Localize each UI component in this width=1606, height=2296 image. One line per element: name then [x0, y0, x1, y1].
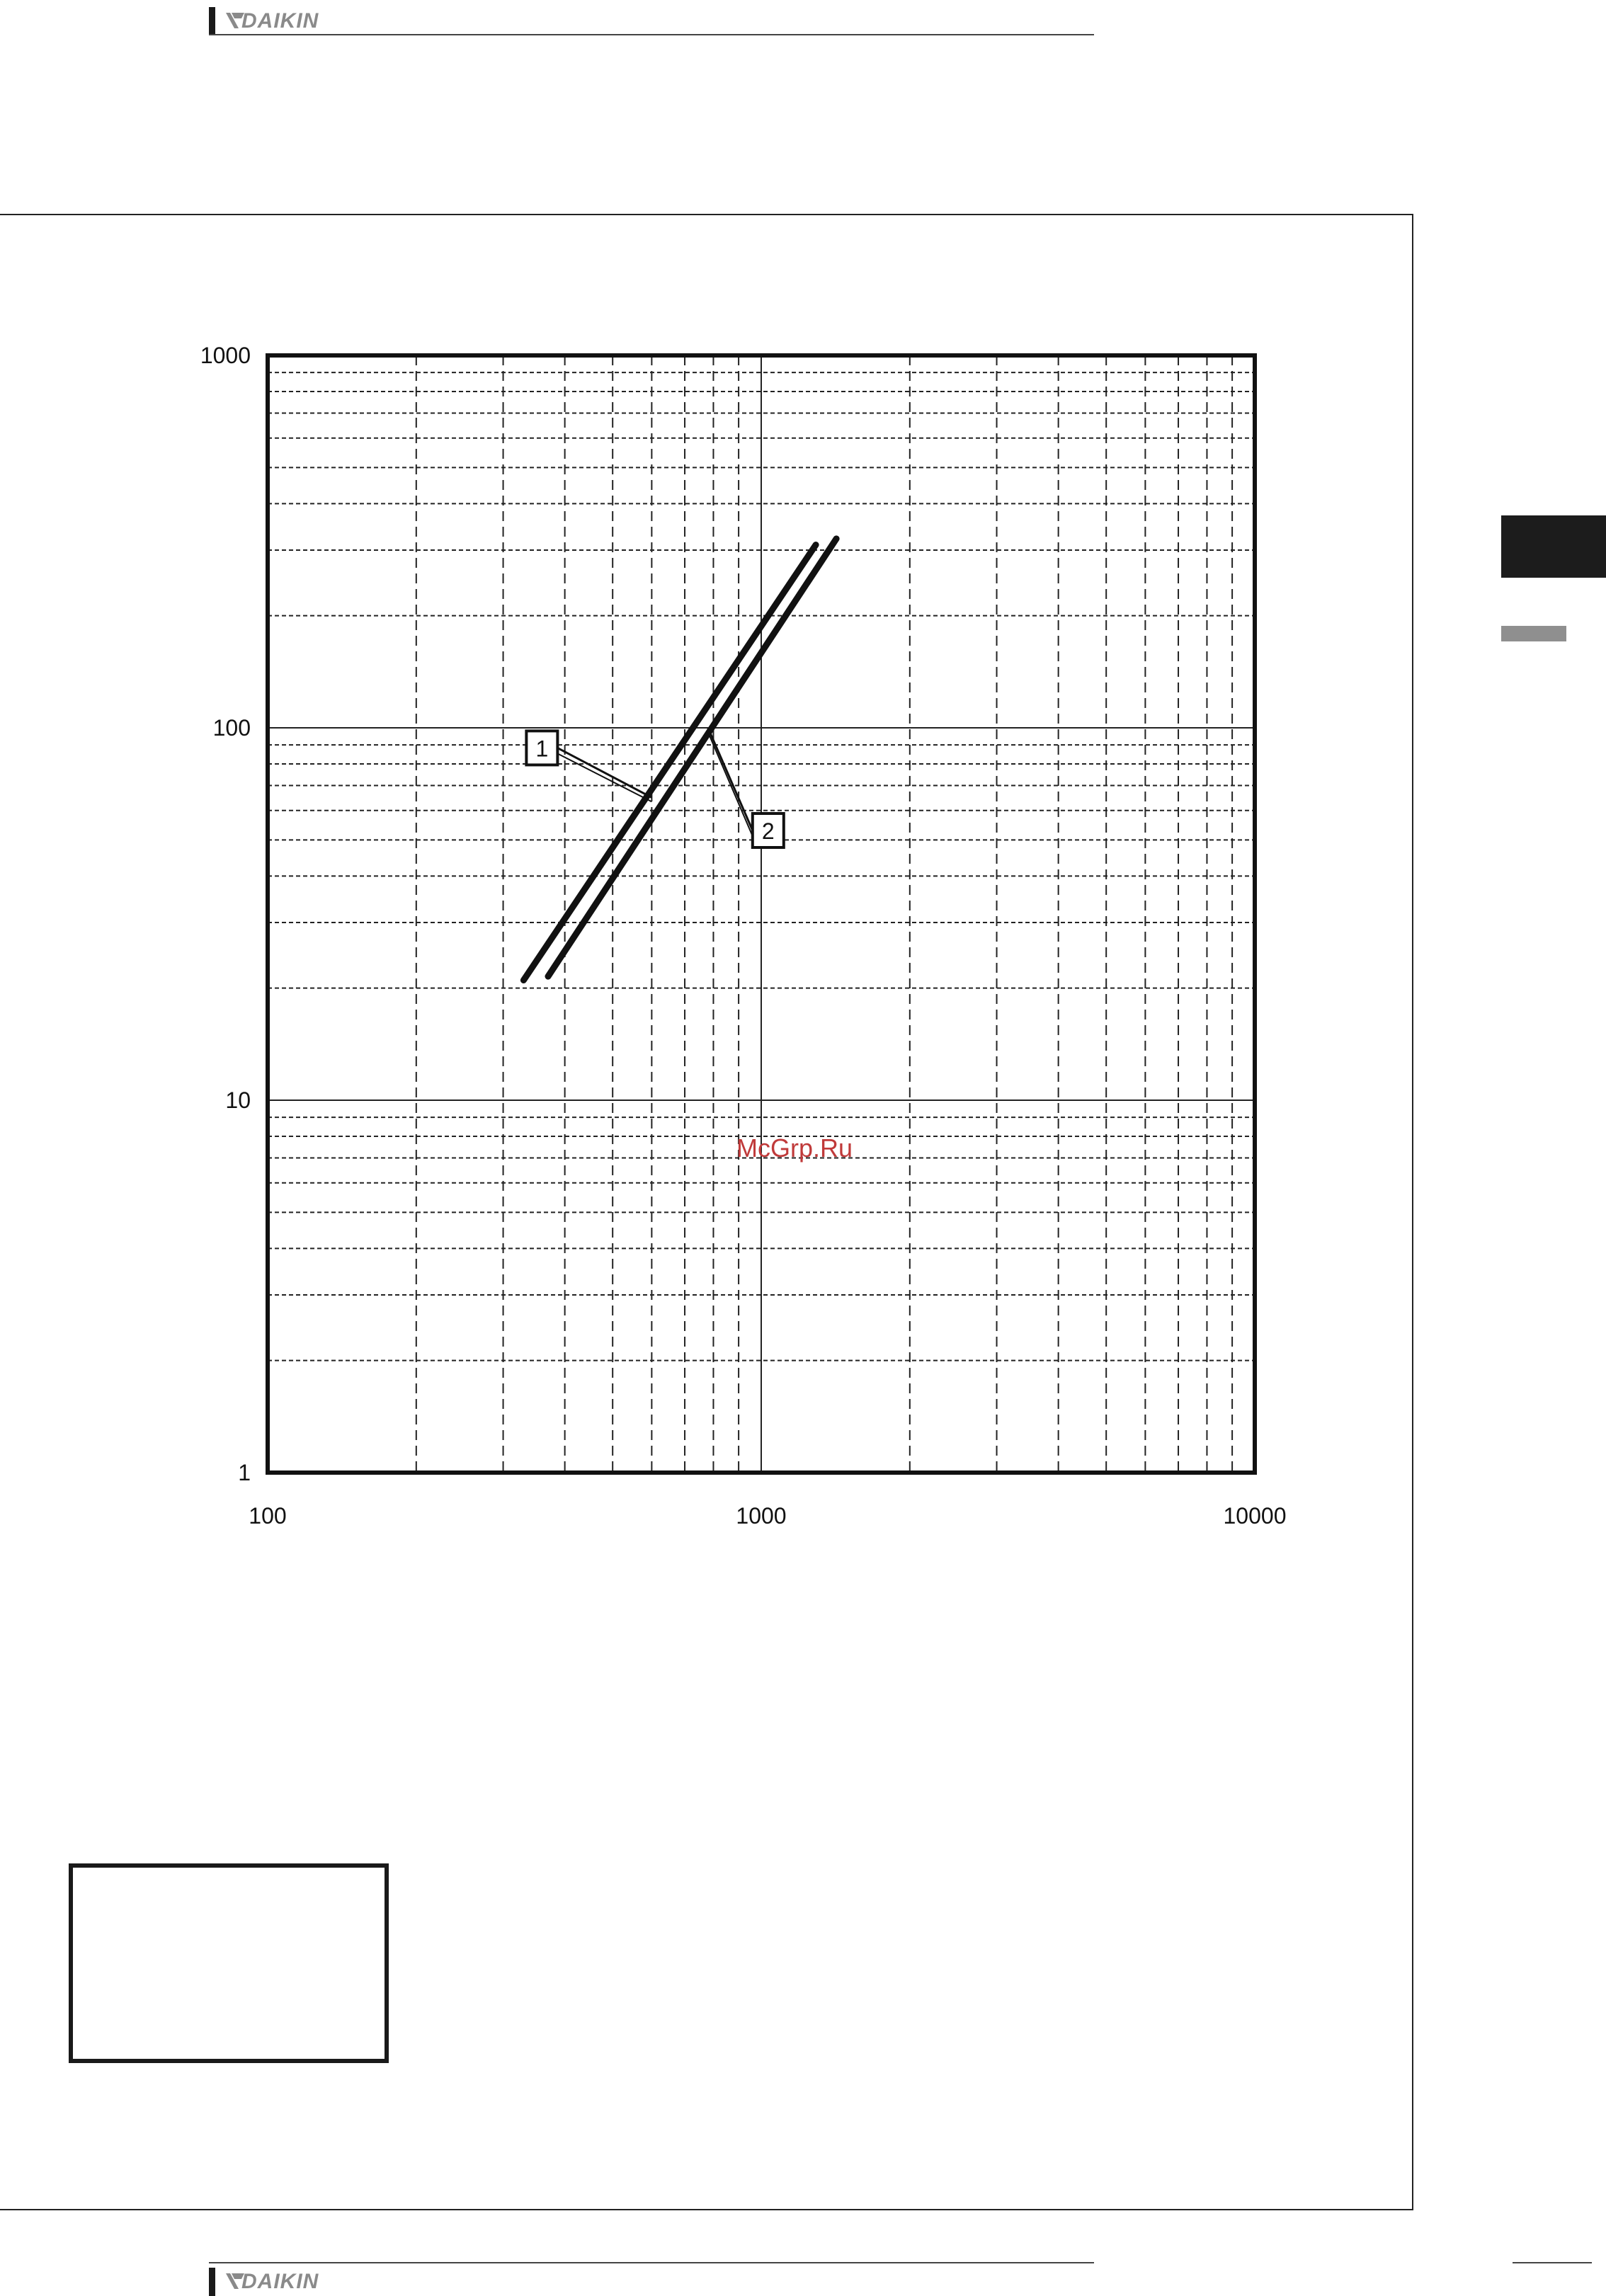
- series-line-2: [548, 539, 836, 976]
- y-tick-labels: [200, 343, 251, 1485]
- x-tick-labels: [249, 1503, 1286, 1529]
- footer-rule: [209, 2262, 1094, 2263]
- note-box: [69, 1863, 389, 2063]
- watermark-text: McGrp.Ru: [736, 1133, 853, 1163]
- y-tick-label: 1000: [200, 343, 251, 368]
- callout-leader: [557, 753, 651, 801]
- x-tick-label: 10000: [1223, 1503, 1287, 1529]
- brand-bar: [209, 2268, 215, 2296]
- series-line-1: [523, 545, 816, 981]
- brand-name: DAIKIN: [241, 9, 319, 33]
- y-tick-label: 10: [225, 1087, 251, 1113]
- callout-label: 2: [761, 818, 775, 844]
- callout-leader: [557, 748, 651, 797]
- x-tick-label: 100: [249, 1503, 287, 1529]
- callout-leader: [708, 728, 753, 830]
- brand-name: DAIKIN: [241, 2270, 319, 2293]
- callout-label: 1: [535, 736, 549, 762]
- x-tick-label: 1000: [736, 1503, 787, 1529]
- side-rule: [1513, 2262, 1592, 2263]
- major-gridlines: [268, 355, 1255, 1473]
- y-tick-label: 1: [238, 1460, 251, 1485]
- y-tick-label: 100: [212, 715, 251, 741]
- callout-leader: [708, 732, 753, 836]
